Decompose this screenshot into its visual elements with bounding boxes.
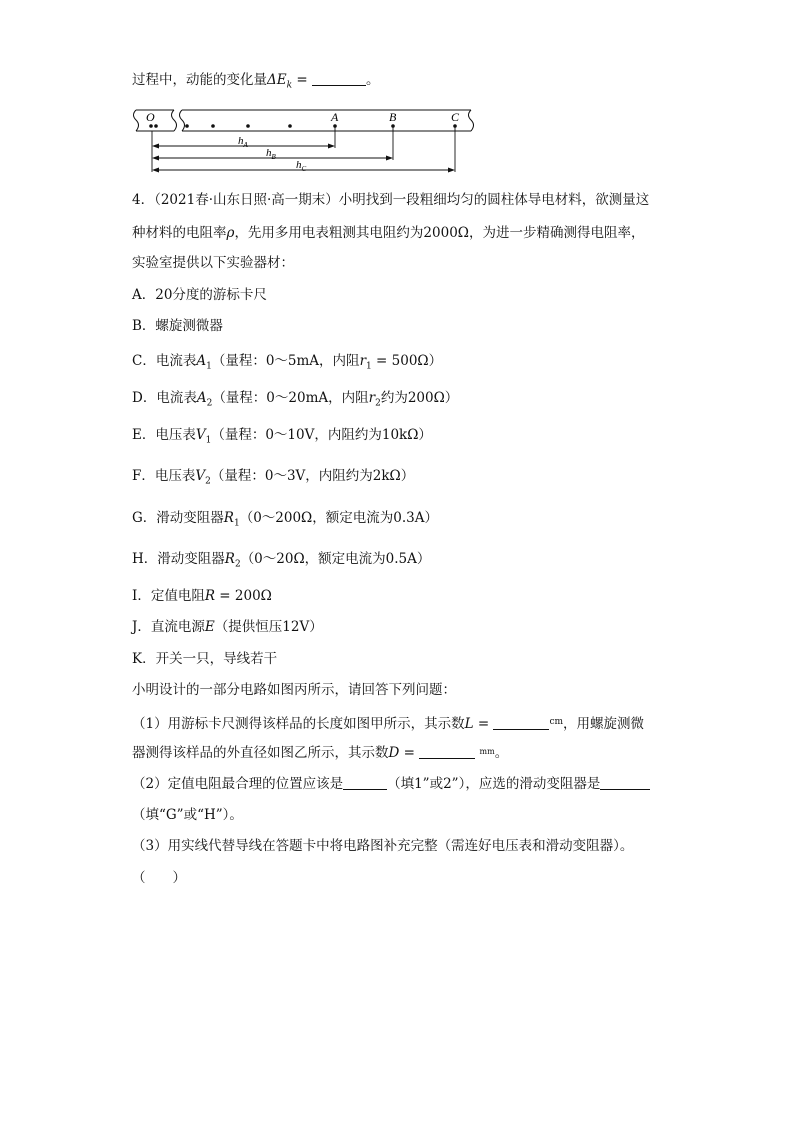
position-answer-blank[interactable]	[343, 775, 387, 790]
dot	[154, 124, 158, 128]
l-symbol: L	[464, 716, 474, 732]
option-d-end: 约为200Ω）	[380, 390, 459, 406]
option-c-end: = 500Ω）	[371, 353, 443, 369]
label-c: C	[451, 110, 460, 124]
sub-q1-text: （1）用游标卡尺测得该样品的长度如图甲所示，其示数	[132, 716, 465, 732]
option-h	[132, 549, 430, 575]
equals: =	[292, 72, 308, 88]
resistor-r-symbol: R	[204, 588, 216, 604]
sub-q1-line1	[132, 712, 644, 734]
dot	[288, 124, 292, 128]
sub-q3: （3）用实线代替导线在答题卡中将电路图补充完整（需连好电压表和滑动变阻器）。	[132, 838, 634, 854]
sub: 2	[234, 559, 241, 570]
label-a: A	[331, 110, 339, 124]
diameter-answer-blank[interactable]	[419, 744, 475, 759]
label-ha: $h_A$	[238, 135, 248, 149]
option-e-spec: （量程：0～10V，内阻约为10kΩ）	[211, 427, 432, 443]
sub-q2-line2: （填“G”或“H”）。	[132, 807, 243, 823]
voltmeter-v1-symbol: V	[195, 427, 206, 443]
option-j-label: J．直流电源	[132, 619, 205, 635]
intro-line	[132, 70, 379, 96]
option-f	[132, 466, 414, 492]
option-d-spec: （量程：0～20mA，内阻	[212, 390, 369, 406]
sub: 1	[205, 435, 212, 446]
option-d-label: D．电流表	[132, 390, 197, 406]
sub-q2-mid: （填1”或2”），应选的滑动变阻器是	[387, 776, 601, 792]
q4-line1: 4．（2021春·山东日照·高一期末）小明找到一段粗细均匀的圆柱体导电材料，欲测量这	[132, 192, 650, 208]
q4-line2-text: 种材料的电阻率	[132, 225, 227, 241]
option-i-spec: = 200Ω	[215, 588, 272, 604]
option-e-label: E．电压表	[132, 427, 196, 443]
dot-o	[149, 124, 153, 128]
k-subscript: k	[286, 80, 293, 91]
equals: =	[399, 745, 415, 761]
r2-symbol: r	[368, 390, 376, 406]
answer-paren[interactable]: （ ）	[132, 870, 186, 886]
label-b: B	[389, 110, 397, 124]
period: 。	[365, 72, 380, 88]
option-h-spec: （0～20Ω，额定电流为0.5A）	[240, 551, 431, 567]
option-g	[132, 508, 438, 534]
option-d	[132, 388, 458, 414]
option-i	[132, 586, 272, 606]
rheostat-r1-symbol: R	[223, 510, 234, 526]
sub: 1	[206, 361, 212, 372]
sub-q1-line2	[132, 742, 508, 763]
r1-symbol: r	[359, 353, 367, 369]
option-c-spec: （量程：0～5mA，内阻	[211, 353, 360, 369]
option-j	[132, 617, 323, 637]
option-f-label: F．电压表	[132, 468, 196, 484]
length-answer-blank[interactable]	[493, 715, 549, 730]
rheostat-r2-symbol: R	[224, 551, 235, 567]
option-c	[132, 351, 442, 377]
unit-cm: cm	[549, 717, 564, 727]
sub: 1	[233, 518, 240, 529]
option-h-label: H．滑动变阻器	[132, 551, 225, 567]
d-symbol: D	[388, 745, 400, 761]
sub-q2-text: （2）定值电阻最合理的位置应该是	[132, 776, 344, 792]
label-hc: $h_C$	[296, 159, 307, 173]
option-k: K．开关一只，导线若干	[132, 651, 278, 667]
paper-tape-figure	[126, 104, 486, 176]
rho-symbol: ρ	[226, 225, 235, 241]
q4-line3: 实验室提供以下实验器材：	[132, 255, 294, 271]
option-b: B．螺旋测微器	[132, 318, 223, 334]
sub: 2	[206, 398, 213, 409]
label-o: O	[146, 110, 155, 124]
option-f-spec: （量程：0～3V，内阻约为2kΩ）	[210, 468, 415, 484]
answer-blank[interactable]	[312, 71, 366, 86]
intro-text: 过程中，动能的变化量	[132, 72, 267, 88]
option-e	[132, 425, 432, 451]
label-hb: $h_B$	[266, 147, 276, 161]
design-intro: 小明设计的一部分电路如图丙所示，请回答下列问题：	[132, 682, 456, 698]
sub: 2	[375, 398, 381, 409]
delta-ek-symbol: ΔE	[267, 72, 287, 88]
q4-line2-rest: ，先用多用电表粗测其电阻约为2000Ω，为进一步精确测得电阻率，	[234, 225, 645, 241]
period: 。	[494, 745, 509, 761]
option-j-spec: （提供恒压12V）	[214, 619, 323, 635]
dot	[211, 124, 215, 128]
unit-mm: mm	[479, 747, 495, 756]
sub: 1	[366, 361, 372, 372]
sub-q1-text2: 器测得该样品的外直径如图乙所示，其示数	[132, 745, 389, 761]
rheostat-answer-blank[interactable]	[600, 775, 650, 790]
ammeter-a1-symbol: A	[196, 353, 207, 369]
equals: =	[473, 716, 490, 732]
sub-q1-rest: ，用螺旋测微	[563, 716, 645, 732]
voltmeter-v2-symbol: V	[195, 468, 206, 484]
source-e-symbol: E	[204, 619, 215, 635]
option-i-label: I．定值电阻	[132, 588, 205, 604]
ammeter-a2-symbol: A	[196, 390, 207, 406]
option-c-label: C．电流表	[132, 353, 197, 369]
q4-line2	[132, 223, 645, 243]
option-g-spec: （0～200Ω，额定电流为0.3A）	[239, 510, 438, 526]
sub: 2	[205, 476, 211, 487]
option-a: A．20分度的游标卡尺	[132, 287, 267, 303]
dot	[246, 124, 250, 128]
option-g-label: G．滑动变阻器	[132, 510, 224, 526]
dot	[185, 124, 189, 128]
sub-q2-line1	[132, 774, 650, 794]
